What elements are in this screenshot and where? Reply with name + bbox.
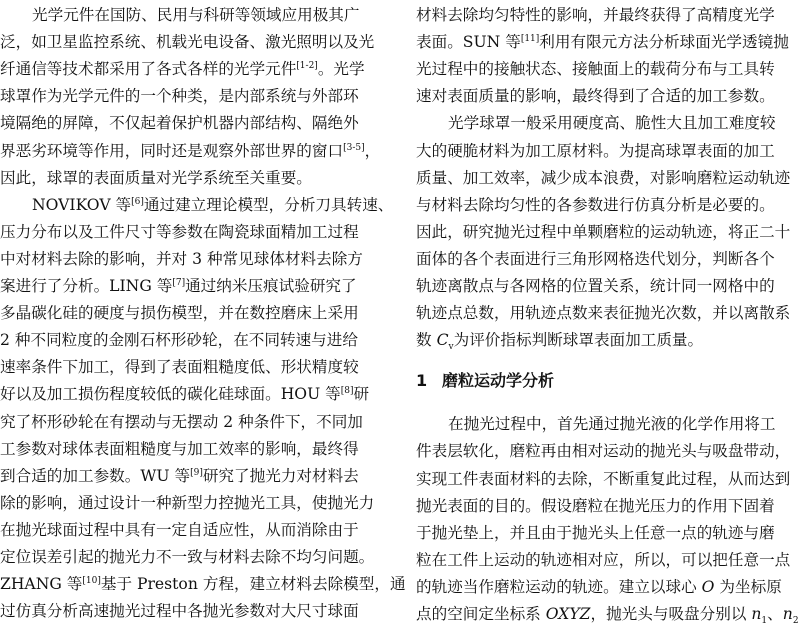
line-text: 质量、加工效率，减少成本浪费，对影响磨粒运动轨迹: [416, 168, 791, 187]
section-title-text: 磨粒运动学分析: [442, 371, 555, 391]
line-text: NOVIKOV 等: [32, 195, 132, 214]
citation-ref: [6]: [131, 196, 144, 207]
text-line: [416, 466, 790, 493]
math-subscript: 2: [792, 616, 799, 627]
citation-ref: [9]: [190, 467, 203, 478]
text-line: [0, 436, 359, 463]
line-text: 球罩作为光学元件的一个种类，是内部系统与外部环: [0, 87, 359, 106]
line-text-tail: 研: [353, 385, 370, 404]
line-text-tail: 为坐标原: [714, 577, 782, 596]
line-text: 多晶碳化硅的硬度与损伤模型，并在数控磨床上采用: [0, 304, 359, 323]
line-text: 点的空间定坐标系: [416, 605, 546, 623]
text-line: [416, 547, 790, 574]
text-line: [0, 56, 365, 83]
line-text: 定位误差引起的抛光力不一致与材料去除不均匀问题。: [0, 548, 375, 566]
citation-ref: [10]: [82, 576, 101, 587]
citation-ref: [8]: [340, 386, 354, 397]
line-text: 光过程中的接触状态、接触面上的载荷分布与工具转: [416, 60, 775, 79]
line-text-tail: 利用有限元方法分析球面光学透镜抛: [539, 33, 789, 52]
text-line: [416, 2, 775, 29]
line-text: 大的硬脆材料为加工原材料。为提高球罩表面的加工: [416, 141, 775, 160]
text-line: [32, 192, 393, 219]
text-line: [0, 544, 374, 571]
line-text: ZHANG 等: [0, 575, 83, 594]
text-line: [32, 2, 359, 29]
text-line: [416, 83, 775, 110]
line-text: 好以及加工损伤程度较低的碳化硅球面。HOU 等: [0, 385, 341, 404]
line-text: 泛，如卫星监控系统、机载光电设备、激光照明以及光: [0, 33, 375, 52]
line-text-tail: 通过建立理论模型，分析刀具转速、: [143, 195, 394, 214]
text-line: [0, 517, 359, 544]
line-text: 速率条件下加工，得到了表面粗糙度低、形状精度较: [0, 358, 359, 377]
line-text: 在抛光过程中，首先通过抛光液的化学作用将工: [448, 415, 776, 434]
citation-ref: [11]: [520, 34, 540, 45]
text-line: [0, 246, 363, 273]
line-text: 压力分布以及工件尺寸等参数在陶瓷球面精加工过程: [0, 222, 359, 241]
math-subscript: 1: [761, 616, 768, 627]
line-text-tail: 。光学: [317, 60, 365, 79]
text-line: [416, 300, 790, 327]
line-text: 表面。SUN 等: [416, 33, 521, 52]
line-text: 究了杯形砂轮在有摆动与无摆动 2 种条件下，不同加: [0, 412, 363, 431]
text-line: [0, 490, 374, 517]
text-line: [0, 83, 359, 110]
line-text: 过仿真分析高速抛光过程中各抛光参数对大尺寸球面: [0, 602, 359, 621]
text-line: [0, 463, 359, 490]
text-line: [0, 110, 359, 137]
line-text-tail: 、: [767, 605, 783, 623]
line-text: 在抛光球面过程中具有一定自适应性，从而消除由于: [0, 520, 359, 539]
line-text: 案进行了分析。LING 等: [0, 277, 173, 295]
line-text-tail: 研究了抛光力对材料去: [202, 466, 359, 485]
line-text-tail: ，: [364, 141, 381, 160]
line-text: 工参数对球体表面粗糙度与加工效率的影响，最终得: [0, 439, 359, 458]
text-line: [0, 300, 359, 327]
text-line: [416, 246, 775, 273]
line-text: 因此，球罩的表面质量对光学系统至关重要。: [0, 168, 312, 187]
text-line: [0, 29, 374, 56]
line-text: 抛光表面的目的。假设磨粒在抛光压力的作用下固着: [416, 496, 775, 515]
text-line: [0, 571, 406, 598]
math-subscript: v: [448, 342, 454, 353]
math-variable: O: [701, 577, 715, 596]
line-text: 界恶劣环境等作用，同时还是观察外部世界的窗口: [0, 141, 344, 160]
citation-ref: [7]: [172, 278, 186, 288]
line-text: 轨迹点总数，用轨迹点数来表征抛光次数，并以离散系: [416, 304, 791, 323]
line-text: 的轨迹当作磨粒运动的轨迹。建立以球心: [416, 577, 702, 596]
line-text: 纤通信等技术都采用了各式各样的光学元件: [0, 60, 297, 79]
section-heading: [416, 367, 554, 395]
line-text: 2 种不同粒度的金刚石杯形砂轮，在不同转速与进给: [0, 331, 358, 350]
line-text: 粒在工件上运动的轨迹相对应，所以，可以把任意一点: [416, 550, 791, 569]
citation-ref: [3-5]: [343, 142, 365, 153]
line-text: 轨迹离散点与各网格的位置关系，统计同一网格中的: [416, 277, 775, 295]
text-line: [416, 56, 775, 83]
text-line: [0, 381, 369, 408]
line-text: 实现工件表面材料的去除，不断重复此过程，从而达到: [416, 469, 791, 488]
line-text: 中对材料去除的影响，并对 3 种常见球体材料去除方: [0, 249, 363, 268]
text-line: [448, 411, 775, 438]
section-number: 1: [416, 371, 428, 391]
text-line: [416, 520, 775, 547]
text-line: [416, 438, 790, 465]
line-text: 速对表面质量的影响，最终得到了合适的加工参数。: [416, 87, 775, 106]
line-text: 因此，研究抛光过程中单颗磨粒的运动轨迹，将正二十: [416, 222, 791, 241]
line-text: 与材料去除均匀性的各参数进行仿真分析是必要的。: [416, 195, 775, 214]
text-line: [0, 165, 312, 192]
line-text: 件表层软化，磨粒再由相对运动的抛光头与吸盘带动，: [416, 442, 791, 461]
line-text: 数: [416, 331, 437, 350]
text-line: [0, 273, 357, 300]
line-text: 材料去除均匀特性的影响，并最终获得了高精度光学: [416, 6, 775, 24]
line-text: 光学元件在国防、民用与科研等领域应用极其广: [32, 6, 360, 24]
line-text: 面体的各个表面进行三角形网格迭代划分，判断各个: [416, 249, 775, 268]
text-line: [416, 165, 790, 192]
line-text-tail: ，抛光头与吸盘分别以: [590, 605, 752, 623]
text-line: [448, 110, 775, 137]
line-text-tail: 基于 Preston 方程，建立材料去除模型，通: [100, 575, 406, 594]
line-text: 光学球罩一般采用硬度高、脆性大且加工难度较: [448, 114, 776, 133]
line-text: 除的影响，通过设计一种新型力控抛光工具，使抛光力: [0, 493, 375, 512]
text-line: [0, 598, 359, 625]
text-line: [0, 219, 359, 246]
line-text-tail: 为评价指标判断球罩表面加工质量。: [453, 331, 704, 350]
text-line: [0, 138, 380, 165]
text-line: [0, 409, 363, 436]
text-line: [416, 327, 703, 354]
math-variable: n: [782, 605, 793, 623]
line-text-tail: 通过纳米压痕试验研究了: [185, 277, 357, 295]
citation-ref: [1-2]: [296, 61, 318, 72]
math-variable: OXYZ: [545, 605, 591, 623]
math-variable: n: [751, 605, 762, 623]
text-line: [416, 219, 790, 246]
text-line: [416, 493, 775, 520]
math-variable: C: [436, 331, 449, 350]
text-line: [416, 29, 789, 56]
text-line: [416, 601, 799, 628]
text-line: [416, 574, 782, 601]
text-line: [0, 354, 359, 381]
line-text: 于抛光垫上，并且由于抛光头上任意一点的轨迹与磨: [416, 523, 775, 542]
line-text: 到合适的加工参数。WU 等: [0, 466, 191, 485]
line-text: 境隔绝的屏障，不仅起着保护机器内部结构、隔绝外: [0, 114, 359, 133]
text-line: [416, 192, 775, 219]
text-line: [416, 138, 775, 165]
text-line: [416, 273, 775, 300]
text-line: [0, 327, 358, 354]
